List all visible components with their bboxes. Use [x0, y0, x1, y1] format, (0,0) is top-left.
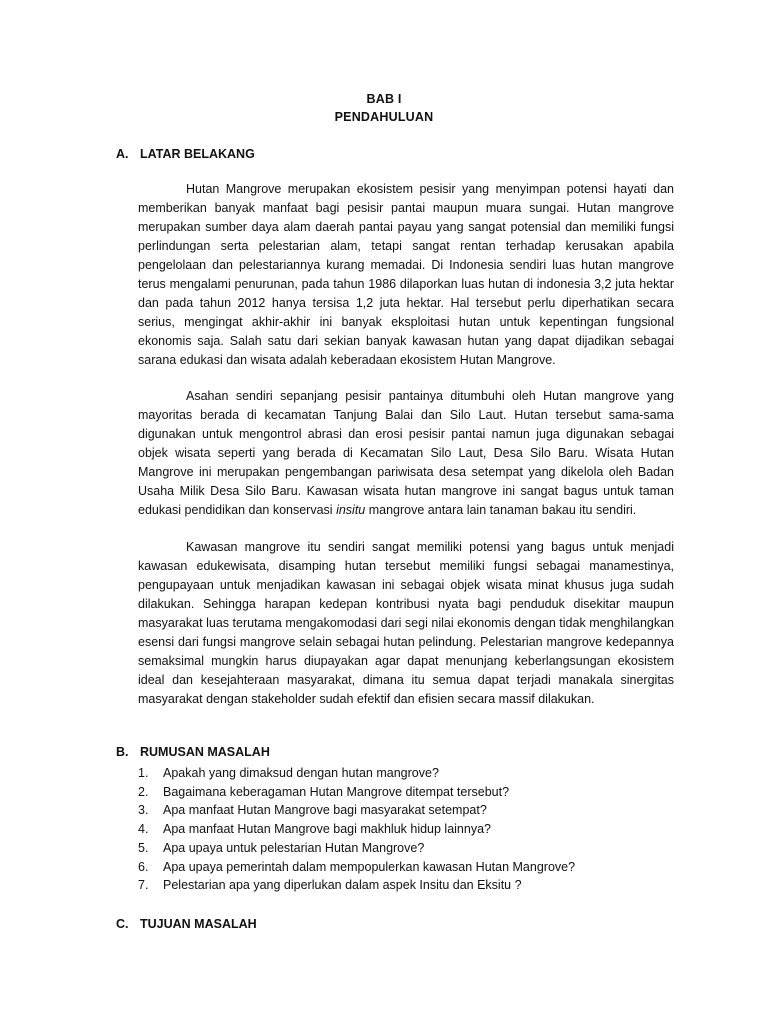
list-item-text: Apa manfaat Hutan Mangrove bagi masyarakat setempat? [163, 803, 487, 818]
section-a-heading [116, 147, 255, 161]
list-item-number: 3. [138, 803, 149, 818]
list-item-text: Apa upaya untuk pelestarian Hutan Mangrove? [163, 840, 425, 855]
paragraph-latar-3: Kawasan mangrove itu sendiri sangat memiliki potensi yang bagus untuk menjadi kawasan edukewisata, disamping hutan tersebut memiliki fungsi sebagai manamestinya, pengupayaan untuk menjadikan kawasan ini sebagai objek wisata minat khusus juga sudah dilakukan. Sehingga harapan kedepan kontribusi nyata bagi penduduk disekitar maupun masyarakat luas terutama mengakomodasi dari segi nilai ekonomis dengan tidak menghilangkan esensi dari fungsi mangrove selain sebagai hutan pelindung. Pelestarian mangrove kedepannya semaksimal mungkin harus diupayakan agar dapat menunjang keberlangsungan ekosistem ideal dan kesejahteraan masyarakat, dimana itu semua dapat terjadi manakala sinergitas masyarakat dengan stakeholder sudah efektif dan efisien secara massif dilakukan. [138, 540, 674, 706]
section-a-letter: A. [116, 147, 129, 161]
chapter-title: PENDAHULUAN [334, 110, 434, 124]
list-item [138, 839, 575, 858]
list-item-number: 6. [138, 859, 149, 874]
list-item-number: 4. [138, 822, 149, 837]
section-b-title: RUMUSAN MASALAH [140, 745, 270, 759]
section-b-heading [116, 745, 270, 759]
paragraph-latar-2 [138, 387, 674, 520]
list-item [138, 764, 575, 783]
list-item-text: Apa manfaat Hutan Mangrove bagi makhluk hidup lainnya? [163, 822, 491, 837]
paragraph-latar-1: Hutan Mangrove merupakan ekosistem pesisir yang menyimpan potensi hayati dan memberikan banyak manfaat bagi pesisir pantai maupun muara sungai. Hutan mangrove merupakan sumber daya alam daerah pantai payau yang sangat potensial dan memiliki fungsi perlindungan serta pelestarian alam, tetapi sangat rentan terhadap kerusakan apabila pengelolaan dan pelestariannya kurang memadai. Di Indonesia sendiri luas hutan mangrove terus mengalami penurunan, pada tahun 1986 dilaporkan luas hutan di indonesia 3,2 juta hektar dan pada tahun 2012 hanya tersisa 1,2 juta hektar. Hal tersebut perlu diperhatikan secara serius, mengingat akhir-akhir ini banyak eksploitasi hutan untuk kepentingan fungsional ekonomis saja. Salah satu dari sekian banyak kawasan hutan yang dapat dijadikan sebagai sarana edukasi dan wisata adalah keberadaan ekosistem Hutan Mangrove. [138, 182, 674, 367]
list-item-number: 5. [138, 840, 149, 855]
list-item [138, 858, 575, 877]
section-a-title: LATAR BELAKANG [140, 147, 255, 161]
list-item [138, 801, 575, 820]
list-item-number: 1. [138, 766, 149, 780]
section-c-title: TUJUAN MASALAH [140, 917, 257, 931]
list-item-text: Pelestarian apa yang diperlukan dalam aspek Insitu dan Eksitu ? [163, 878, 522, 893]
list-item-number: 2. [138, 784, 149, 799]
paragraph-latar-2-text-b: mangrove antara lain tanaman bakau itu sendiri. [368, 503, 637, 517]
list-item-text: Apakah yang dimaksud dengan hutan mangrove? [163, 766, 439, 780]
paragraph-latar-2-italic: insitu [336, 503, 366, 517]
list-item [138, 820, 575, 839]
section-c-letter: C. [116, 917, 129, 931]
list-item-text: Apa upaya pemerintah dalam mempopulerkan kawasan Hutan Mangrove? [163, 859, 576, 874]
list-item-number: 7. [138, 878, 149, 893]
section-b-letter: B. [116, 745, 129, 759]
paragraph-latar-2-text-a: Asahan sendiri sepanjang pesisir pantainya ditumbuhi oleh Hutan mangrove yang mayoritas berada di kecamatan Tanjung Balai dan Silo Laut. Hutan tersebut sama-sama digunakan untuk mengontrol abrasi dan erosi pesisir pantai namun juga digunakan sebagai objek wisata seperti yang berada di Kecamatan Silo Laut, Desa Silo Baru. Wisata Hutan Mangrove ini merupakan pengembangan pariwisata desa setempat yang dikelola oleh Badan Usaha Milik Desa Silo Baru. Kawasan wisata hutan mangrove ini sangat bagus untuk taman edukasi pendidikan dan konservasi [138, 389, 674, 517]
list-item [138, 876, 575, 895]
list-item-text: Bagaimana keberagaman Hutan Mangrove ditempat tersebut? [163, 784, 510, 799]
section-c-heading [116, 917, 257, 931]
rumusan-masalah-list [138, 764, 575, 895]
chapter-label: BAB I [366, 92, 402, 106]
list-item [138, 783, 575, 802]
